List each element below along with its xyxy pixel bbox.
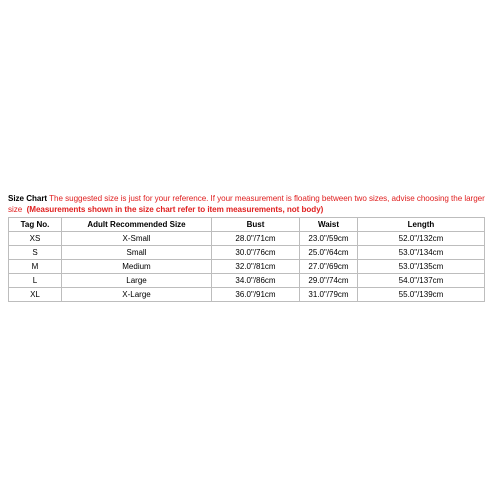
cell-bust: 30.0"/76cm [212, 246, 300, 260]
cell-waist: 27.0"/69cm [300, 260, 358, 274]
cell-tag: L [9, 274, 62, 288]
table-row [9, 232, 485, 246]
size-chart-title: Size Chart [8, 194, 48, 203]
cell-length: 53.0"/135cm [358, 260, 485, 274]
table-row [9, 260, 485, 274]
cell-tag: XL [9, 288, 62, 302]
table-row [9, 246, 485, 260]
table-row [9, 288, 485, 302]
size-chart [8, 194, 492, 302]
cell-waist: 31.0"/79cm [300, 288, 358, 302]
cell-tag: S [9, 246, 62, 260]
cell-size: Small [62, 246, 212, 260]
header-waist: Waist [300, 218, 358, 232]
cell-bust: 28.0"/71cm [212, 232, 300, 246]
cell-bust: 32.0"/81cm [212, 260, 300, 274]
size-chart-emphasis: (Measurements shown in the size chart refer to item measurements, not body) [26, 204, 324, 214]
cell-size: Large [62, 274, 212, 288]
cell-bust: 34.0"/86cm [212, 274, 300, 288]
cell-length: 53.0"/134cm [358, 246, 485, 260]
cell-length: 52.0"/132cm [358, 232, 485, 246]
cell-size: Medium [62, 260, 212, 274]
header-length: Length [358, 218, 485, 232]
header-bust: Bust [212, 218, 300, 232]
cell-waist: 29.0"/74cm [300, 274, 358, 288]
cell-size: X-Large [62, 288, 212, 302]
size-chart-intro [8, 194, 492, 215]
header-tag-no: Tag No. [9, 218, 62, 232]
cell-bust: 36.0"/91cm [212, 288, 300, 302]
table-header-row [9, 218, 485, 232]
cell-tag: M [9, 260, 62, 274]
table-row [9, 274, 485, 288]
cell-size: X-Small [62, 232, 212, 246]
cell-waist: 23.0"/59cm [300, 232, 358, 246]
size-chart-note: The suggested size is just for your reference. If your measurement is floating between two sizes, advise choosing the larger size [8, 194, 485, 214]
cell-tag: XS [9, 232, 62, 246]
cell-length: 55.0"/139cm [358, 288, 485, 302]
cell-waist: 25.0"/64cm [300, 246, 358, 260]
cell-length: 54.0"/137cm [358, 274, 485, 288]
size-table [8, 217, 485, 302]
header-adult-size: Adult Recommended Size [62, 218, 212, 232]
